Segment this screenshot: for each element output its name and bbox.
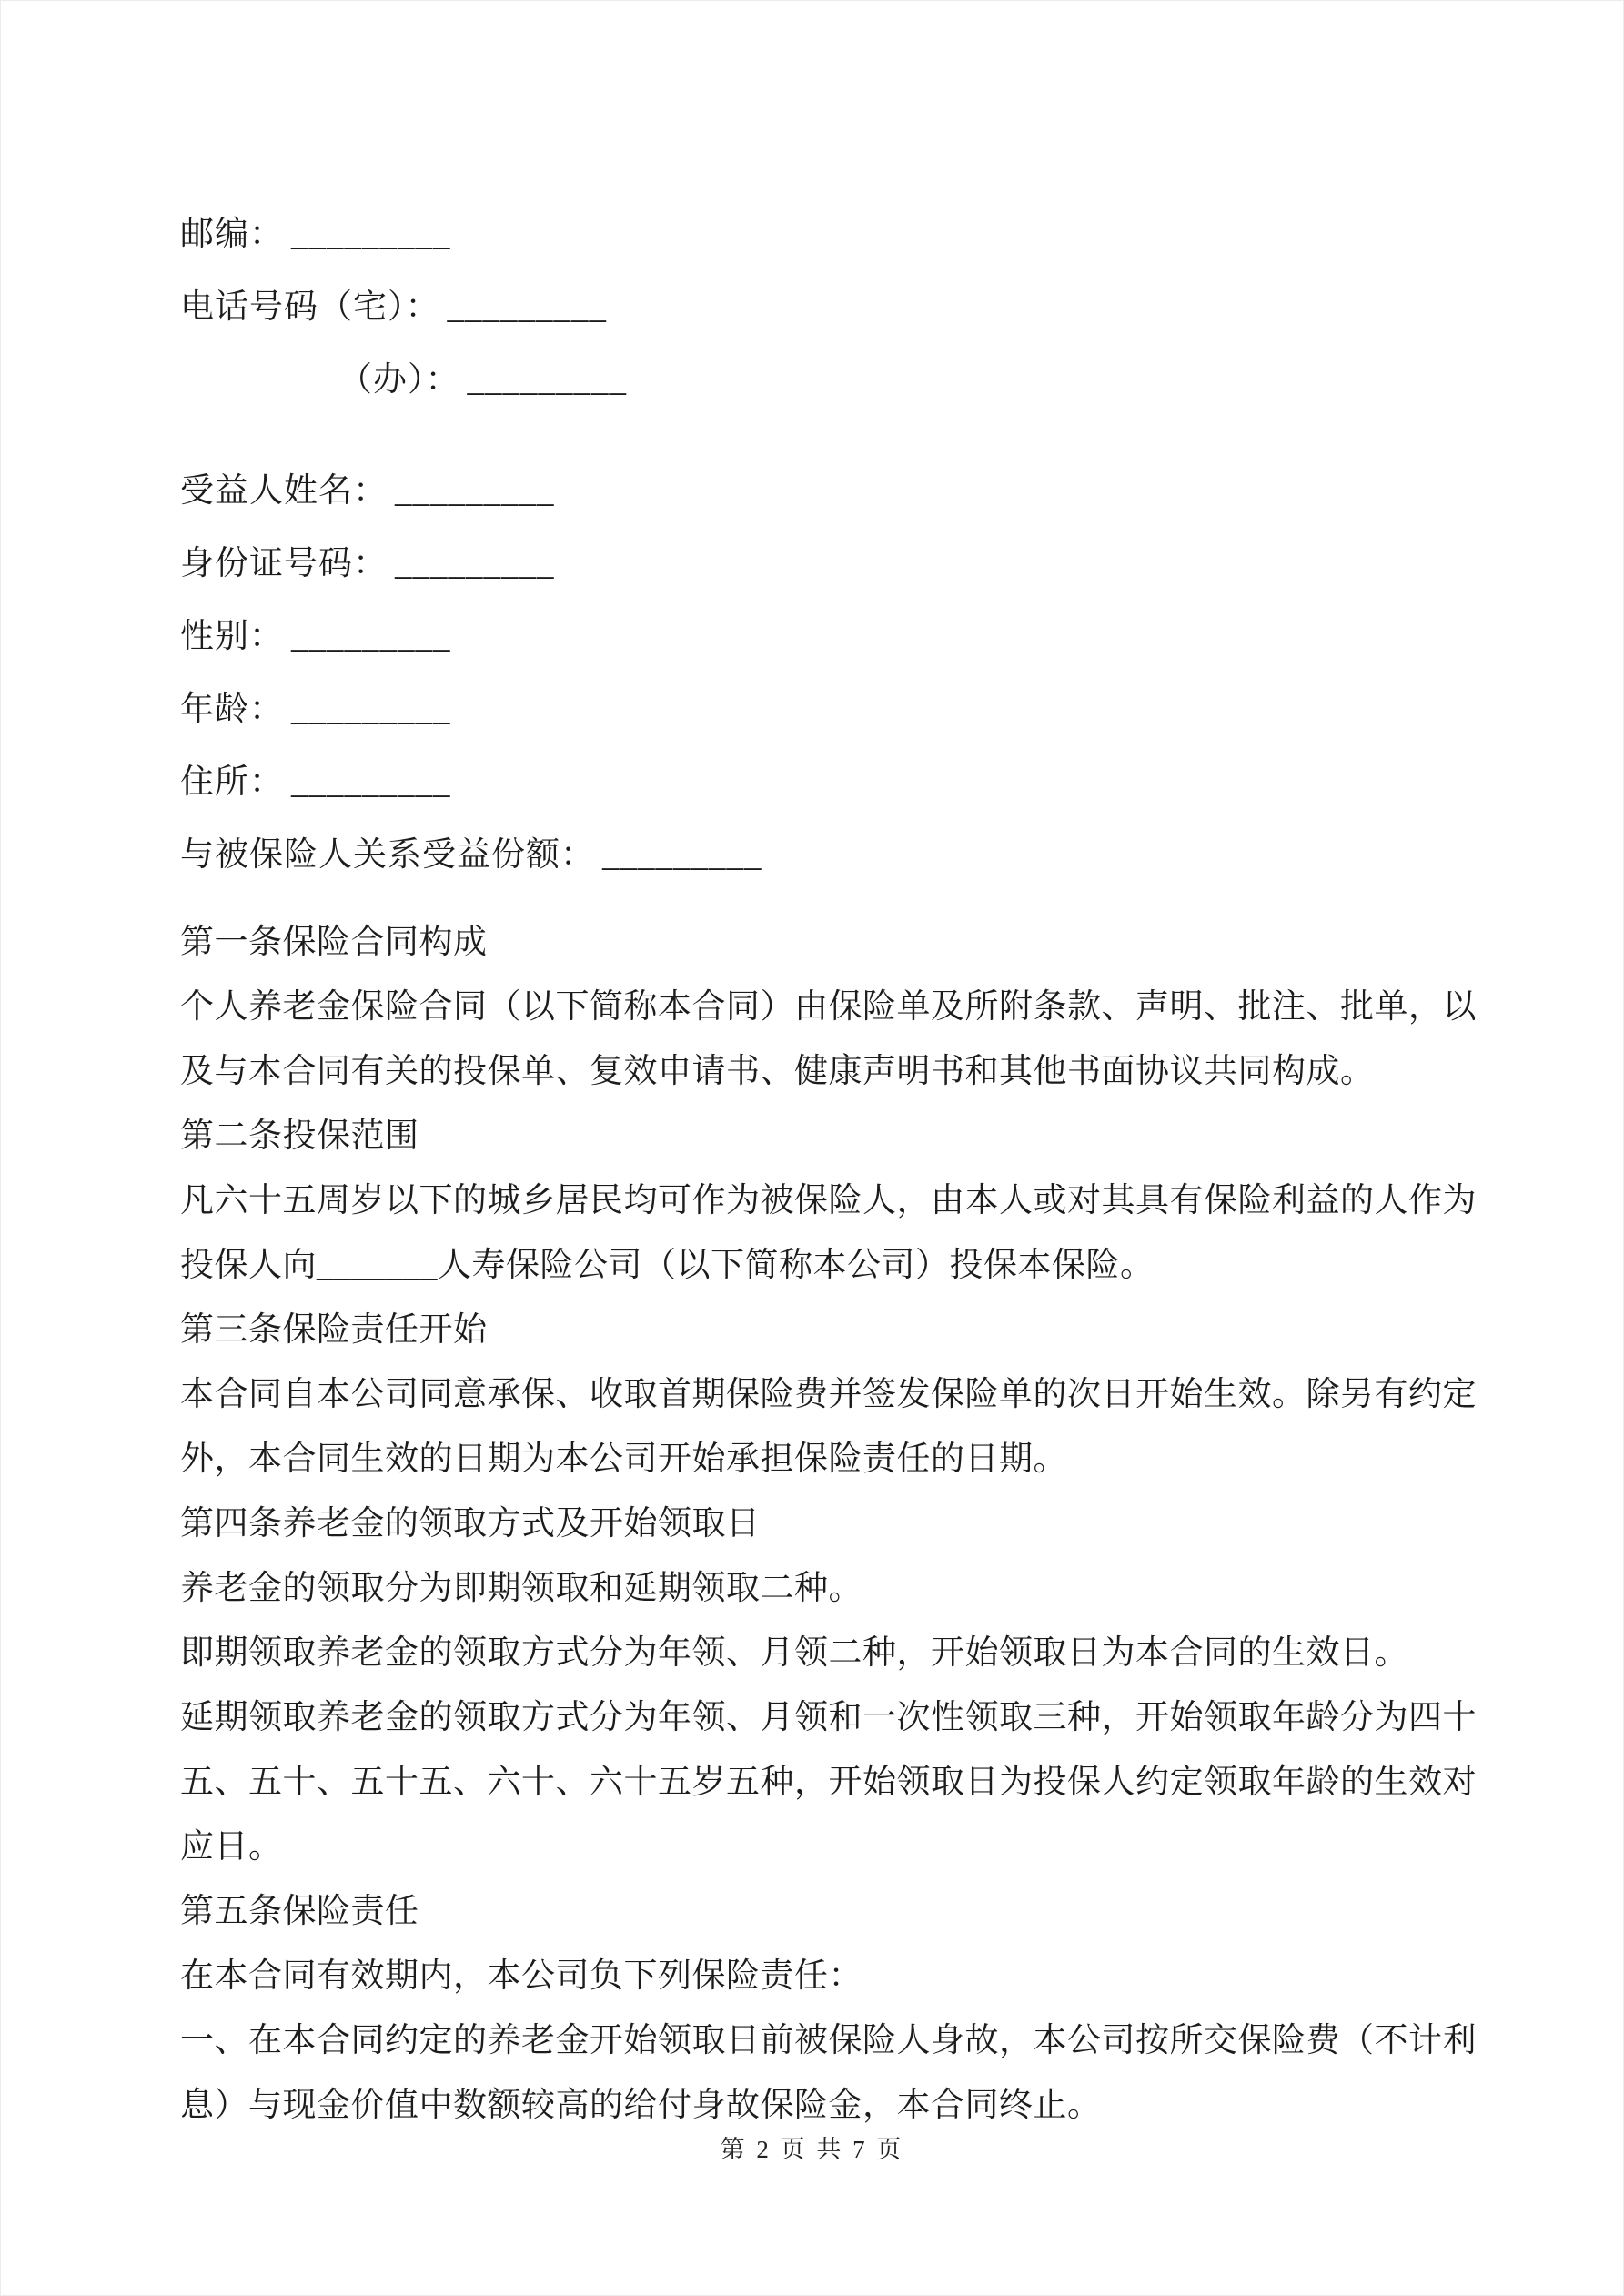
field-label: 年龄： — [180, 691, 284, 728]
contact-fields-section — [180, 198, 1467, 417]
contract-text-line: 一、在本合同约定的养老金开始领取日前被保险人身故，本公司按所交保险费（不计利 — [180, 2022, 1477, 2059]
blank-underline: _________ — [291, 691, 451, 728]
blank-underline: _________ — [291, 764, 451, 801]
blank-underline: _________ — [602, 836, 762, 874]
blank-underline: _________ — [467, 361, 627, 399]
contract-articles-section — [180, 910, 1477, 2138]
contract-text-line: 第三条保险责任开始 — [180, 1311, 488, 1349]
field-label: 受益人姓名： — [180, 472, 388, 510]
beneficiary-field-row — [180, 673, 1467, 746]
beneficiary-field-row — [180, 601, 1467, 673]
blank-underline: _________ — [291, 618, 451, 655]
contract-text-line: 息）与现金价值中数额较高的给付身故保险金，本合同终止。 — [180, 2087, 1102, 2124]
field-label: 住所： — [180, 764, 284, 801]
contract-text-line: 第五条保险责任 — [180, 1893, 419, 1930]
contract-text-line: 第二条投保范围 — [180, 1118, 419, 1155]
blank-underline: _________ — [291, 216, 451, 253]
contact-field-row — [180, 198, 1467, 271]
blank-underline: _________ — [447, 288, 607, 326]
field-label: 邮编： — [180, 216, 284, 253]
field-label: 身份证号码： — [180, 545, 388, 582]
contract-text-line: 应日。 — [180, 1828, 283, 1866]
beneficiary-field-row — [180, 819, 1467, 892]
blank-underline: _________ — [395, 545, 555, 582]
contact-field-row — [180, 344, 1467, 417]
contact-field-row — [180, 271, 1467, 344]
contract-text-line: 个人养老金保险合同（以下简称本合同）由保险单及所附条款、声明、批注、批单，以 — [180, 988, 1477, 1026]
page-number-footer: 第 2 页 共 7 页 — [720, 2136, 904, 2163]
contract-text-line: 即期领取养老金的领取方式分为年领、月领二种，开始领取日为本合同的生效日。 — [180, 1634, 1408, 1672]
contract-text-line: 本合同自本公司同意承保、收取首期保险费并签发保险单的次日开始生效。除另有约定 — [180, 1376, 1477, 1413]
contract-text-line: 延期领取养老金的领取方式分为年领、月领和一次性领取三种，开始领取年龄分为四十 — [180, 1699, 1477, 1736]
beneficiary-fields-section — [180, 455, 1467, 892]
contract-text-line: 第四条养老金的领取方式及开始领取日 — [180, 1505, 761, 1542]
field-label: 电话号码（宅）： — [180, 288, 440, 326]
beneficiary-field-row — [180, 746, 1467, 819]
field-label: 性别： — [180, 618, 284, 655]
field-label: （办）： — [338, 361, 460, 399]
beneficiary-field-row — [180, 528, 1467, 601]
contract-text-line: 在本合同有效期内，本公司负下列保险责任： — [180, 1957, 862, 1995]
contract-text-line: 第一条保险合同构成 — [180, 924, 488, 961]
blank-underline: _________ — [395, 472, 555, 510]
beneficiary-field-row — [180, 455, 1467, 528]
contract-text-line: 养老金的领取分为即期领取和延期领取二种。 — [180, 1570, 862, 1607]
contract-text-line: 外，本合同生效的日期为本公司开始承担保险责任的日期。 — [180, 1441, 1067, 1478]
contract-text-line: 五、五十、五十五、六十、六十五岁五种，开始领取日为投保人约定领取年龄的生效对 — [180, 1764, 1477, 1801]
field-label: 与被保险人关系受益份额： — [180, 836, 595, 874]
contract-text-line: 投保人向_______人寿保险公司（以下简称本公司）投保本保险。 — [180, 1247, 1155, 1284]
contract-text-line: 凡六十五周岁以下的城乡居民均可作为被保险人，由本人或对其具有保险利益的人作为 — [180, 1182, 1477, 1219]
contract-text-line: 及与本合同有关的投保单、复效申请书、健康声明书和其他书面协议共同构成。 — [180, 1053, 1375, 1090]
